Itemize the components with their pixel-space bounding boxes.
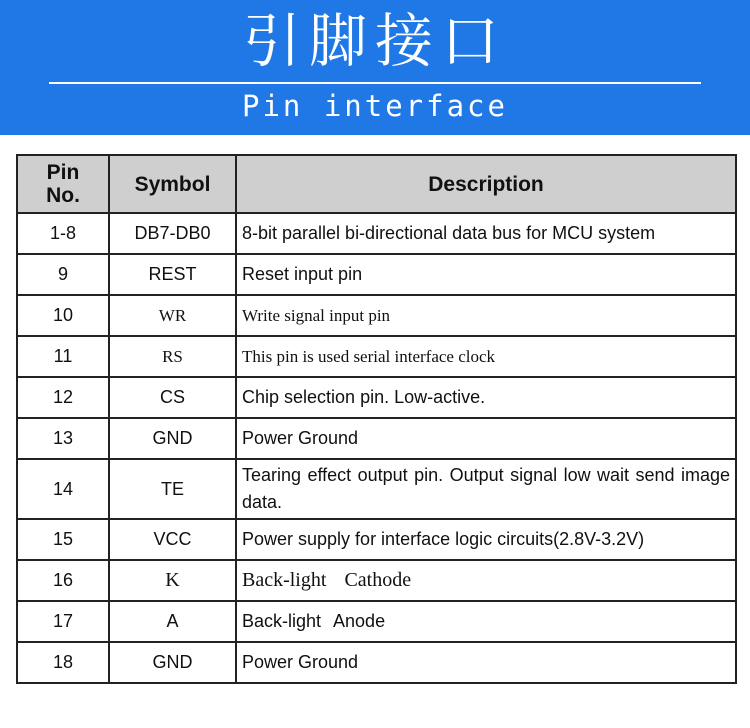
- pin-symbol: GND: [109, 418, 236, 459]
- pin-number: 16: [17, 560, 109, 601]
- pin-number: 14: [17, 459, 109, 519]
- table-row: [17, 642, 736, 683]
- pin-number: 13: [17, 418, 109, 459]
- pin-number: 11: [17, 336, 109, 377]
- pin-number: 18: [17, 642, 109, 683]
- table-row: [17, 254, 736, 295]
- table-row: [17, 377, 736, 418]
- pin-number: 9: [17, 254, 109, 295]
- pin-number: 1-8: [17, 213, 109, 254]
- page-title: 引脚接口: [242, 7, 507, 75]
- table-header-row: [17, 155, 736, 213]
- pin-number: 15: [17, 519, 109, 560]
- page-subtitle: Pin interface: [242, 89, 508, 123]
- pin-symbol: DB7-DB0: [109, 213, 236, 254]
- pin-symbol: VCC: [109, 519, 236, 560]
- pin-description: Power Ground: [236, 418, 736, 459]
- pin-symbol: A: [109, 601, 236, 642]
- description-part: Anode: [333, 611, 386, 631]
- pin-symbol: TE: [109, 459, 236, 519]
- pin-symbol: REST: [109, 254, 236, 295]
- header-symbol: Symbol: [109, 155, 236, 213]
- pin-description: Write signal input pin: [236, 295, 736, 336]
- table-row: [17, 336, 736, 377]
- pin-description: [236, 560, 736, 601]
- table-row: [17, 459, 736, 519]
- pin-description: [236, 601, 736, 642]
- pin-table: [16, 154, 737, 684]
- table-row: [17, 418, 736, 459]
- pin-symbol: WR: [109, 295, 236, 336]
- pin-description: This pin is used serial interface clock: [236, 336, 736, 377]
- title-divider: [49, 82, 701, 84]
- table-row: [17, 601, 736, 642]
- pin-number: 12: [17, 377, 109, 418]
- pin-description: Power supply for interface logic circuits(2.8V-3.2V): [236, 519, 736, 560]
- pin-symbol: CS: [109, 377, 236, 418]
- header-description: Description: [236, 155, 736, 213]
- pin-description: Chip selection pin. Low-active.: [236, 377, 736, 418]
- description-part: Cathode: [344, 569, 412, 591]
- pin-number: 17: [17, 601, 109, 642]
- description-part: Back-light: [242, 569, 327, 591]
- table-row: [17, 560, 736, 601]
- pin-description: Reset input pin: [236, 254, 736, 295]
- pin-description: 8-bit parallel bi-directional data bus for MCU system: [236, 213, 736, 254]
- pin-number: 10: [17, 295, 109, 336]
- pin-symbol: RS: [109, 336, 236, 377]
- header-pin-no: Pin No.: [17, 155, 109, 213]
- table-row: [17, 213, 736, 254]
- description-part: Back-light: [242, 611, 322, 631]
- pin-description: Power Ground: [236, 642, 736, 683]
- table-row: [17, 295, 736, 336]
- title-banner: [0, 0, 750, 135]
- table-row: [17, 519, 736, 560]
- pin-symbol: K: [109, 560, 236, 601]
- pin-description: Tearing effect output pin. Output signal low wait send image data.: [236, 459, 736, 519]
- pin-symbol: GND: [109, 642, 236, 683]
